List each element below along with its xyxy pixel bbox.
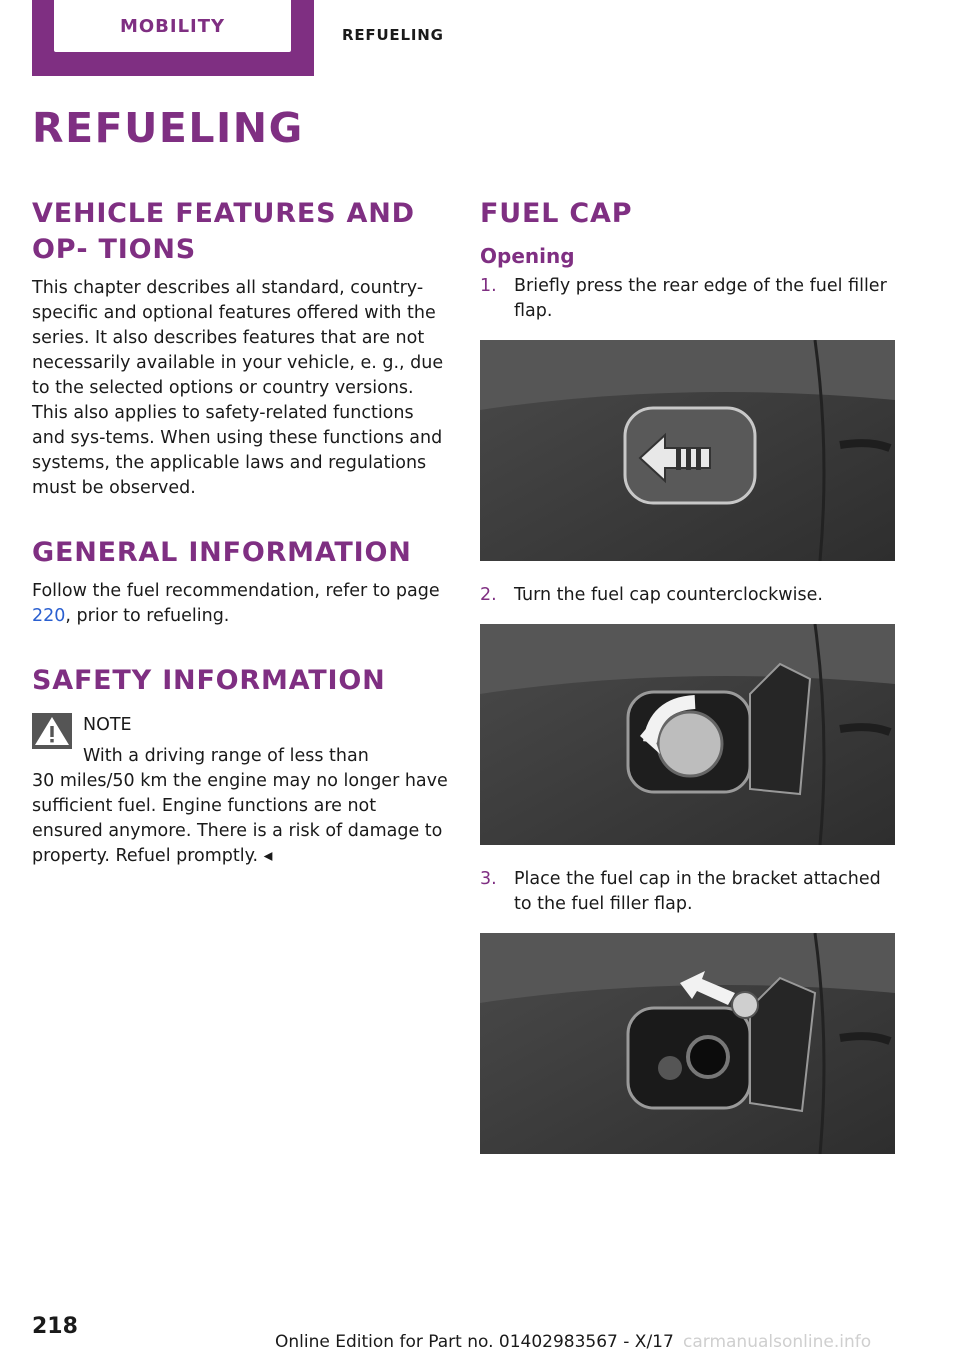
right-column: [480, 196, 896, 1176]
steps-list-3: [480, 867, 896, 917]
general-information-body: [32, 579, 450, 629]
general-info-text-pre: Follow the fuel recommendation, refer to page: [32, 581, 440, 601]
illustration-press-flap: [480, 340, 895, 561]
page-number: 218: [32, 1314, 78, 1339]
fuel-cap-turn-image: [480, 624, 895, 845]
subsection-title-opening: Opening: [480, 244, 575, 268]
section-title-vehicle-features: VEHICLE FEATURES AND OP‐ TIONS: [32, 198, 415, 265]
section-title-safety-information: SAFETY INFORMATION: [32, 665, 386, 696]
note-text: [32, 744, 450, 869]
safety-information-section: [32, 663, 450, 869]
step-number: 2.: [480, 585, 497, 605]
section-title-fuel-cap: FUEL CAP: [480, 198, 633, 229]
page-title: REFUELING: [32, 104, 304, 152]
note-first-line: With a driving range of less than: [83, 746, 369, 766]
note-rest: 30 miles/50 km the engine may no longer have sufficient fuel. Engine functions are not ensured anymore. There is a risk of damage to property. Refuel promptly.: [32, 771, 448, 866]
note-label: NOTE: [83, 715, 132, 735]
step-text: Briefly press the rear edge of the fuel filler flap.: [514, 276, 887, 321]
warning-triangle-icon: [32, 713, 72, 749]
steps-list-2: [480, 583, 896, 608]
breadcrumb: REFUELING: [342, 26, 444, 44]
note-block: [32, 709, 450, 869]
step-text: Turn the fuel cap counterclockwise.: [514, 585, 823, 605]
chapter-tab-label: MOBILITY: [54, 0, 291, 52]
edition-footer: Online Edition for Part no. 01402983567 - X/17: [275, 1332, 674, 1352]
end-mark-icon: ◂: [263, 846, 273, 866]
step-3: [480, 867, 896, 917]
illustration-turn-cap: [480, 624, 895, 845]
step-2: [480, 583, 896, 608]
steps-list: [480, 274, 896, 324]
section-title-general-information: GENERAL INFORMATION: [32, 537, 412, 568]
step-1: [480, 274, 896, 324]
vehicle-features-body: This chapter describes all standard, country-specific and optional features offered with the series. It also describes features that are not necessarily available in your vehicle, e. g., due to the selected options or country versions. This also applies to safety-related functions and sys‐tems. When using these functions and systems, the applicable laws and regulations must be observed.: [32, 278, 444, 498]
fuel-flap-closed-image: [480, 340, 895, 561]
general-information-section: [32, 535, 450, 629]
chapter-tab: [32, 0, 314, 76]
watermark: carmanualsonline.info: [683, 1332, 872, 1352]
step-number: 1.: [480, 276, 497, 296]
step-number: 3.: [480, 869, 497, 889]
illustration-place-cap: [480, 933, 895, 1154]
fuel-cap-bracket-image: [480, 933, 895, 1154]
left-column: [32, 196, 450, 869]
step-text: Place the fuel cap in the bracket attached to the fuel filler flap.: [514, 869, 881, 914]
general-info-text-post: , prior to refueling.: [65, 606, 230, 626]
page-link[interactable]: 220: [32, 606, 66, 626]
